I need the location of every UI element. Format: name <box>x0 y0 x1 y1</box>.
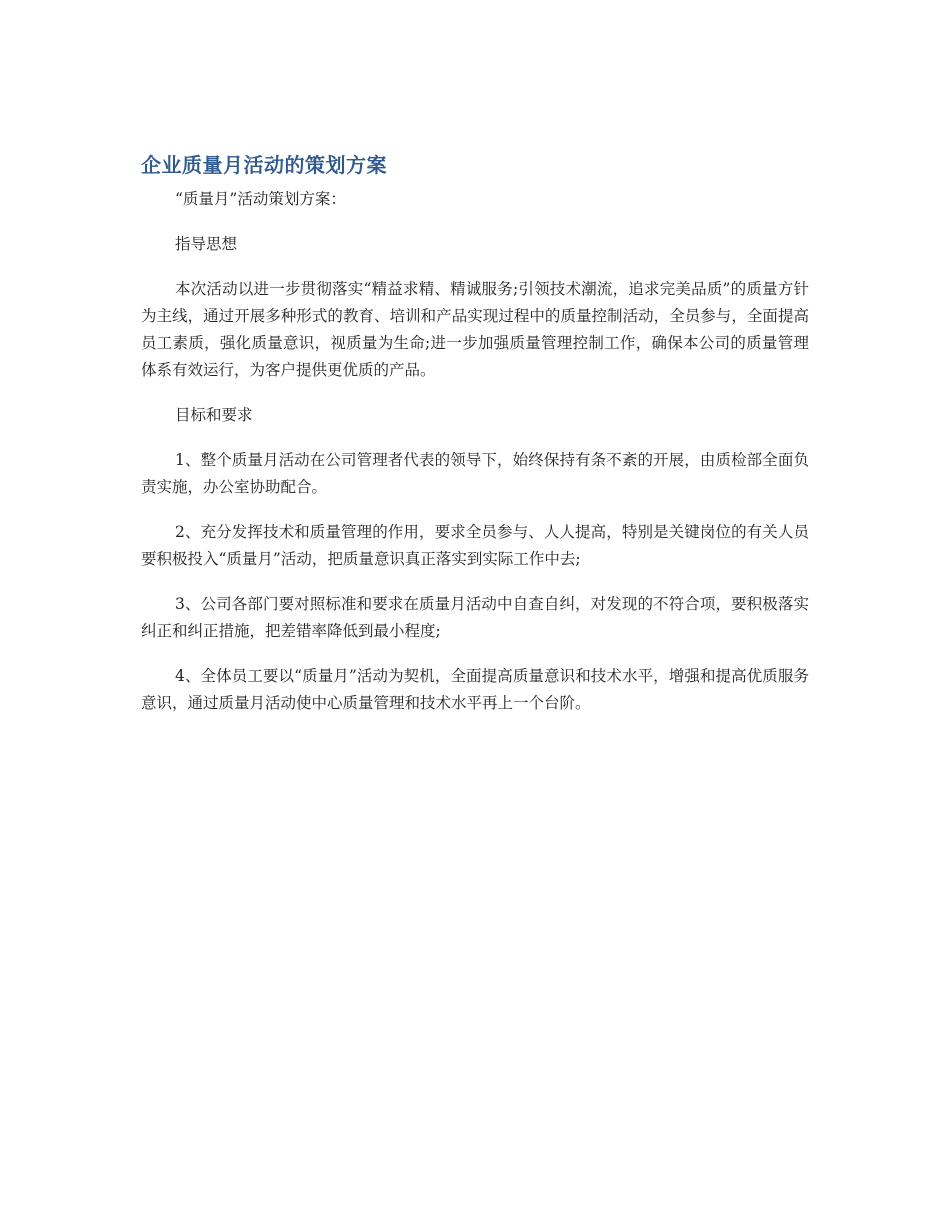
intro-paragraph: “质量月”活动策划方案： <box>175 190 346 208</box>
list-item: 3、公司各部门要对照标准和要求在质量月活动中自查自纠，对发现的不符合项，要积极落实纠正和纠正措施，把差错率降低到最小程度; <box>141 595 809 640</box>
list-item: 4、全体员工要以“质量月”活动为契机，全面提高质量意识和技术水平，增强和提高优质服务意识，通过质量月活动使中心质量管理和技术水平再上一个台阶。 <box>141 667 809 712</box>
list-item: 2、充分发挥技术和质量管理的作用，要求全员参与、人人提高，特别是关键岗位的有关人员要积极投入“质量月”活动，把质量意识真正落实到实际工作中去; <box>141 523 809 568</box>
document-body <box>141 150 809 735</box>
guiding-principle-paragraph: 本次活动以进一步贯彻落实“精益求精、精诚服务;引领技术潮流，追求完美品质”的质量方针为主线，通过开展多种形式的教育、培训和产品实现过程中的质量控制活动，全员参与，全面提高员工素质，强化质量意识，视质量为生命;进一步加强质量管理控制工作，确保本公司的质量管理体系有效运行，为客户提供更优质的产品。 <box>141 280 809 379</box>
section-heading-guiding-principle: 指导思想 <box>175 235 238 253</box>
list-item: 1、整个质量月活动在公司管理者代表的领导下，始终保持有条不紊的开展，由质检部全面负责实施，办公室协助配合。 <box>141 451 809 496</box>
section-heading-goals: 目标和要求 <box>175 406 253 424</box>
document-title: 企业质量月活动的策划方案 <box>141 153 387 177</box>
